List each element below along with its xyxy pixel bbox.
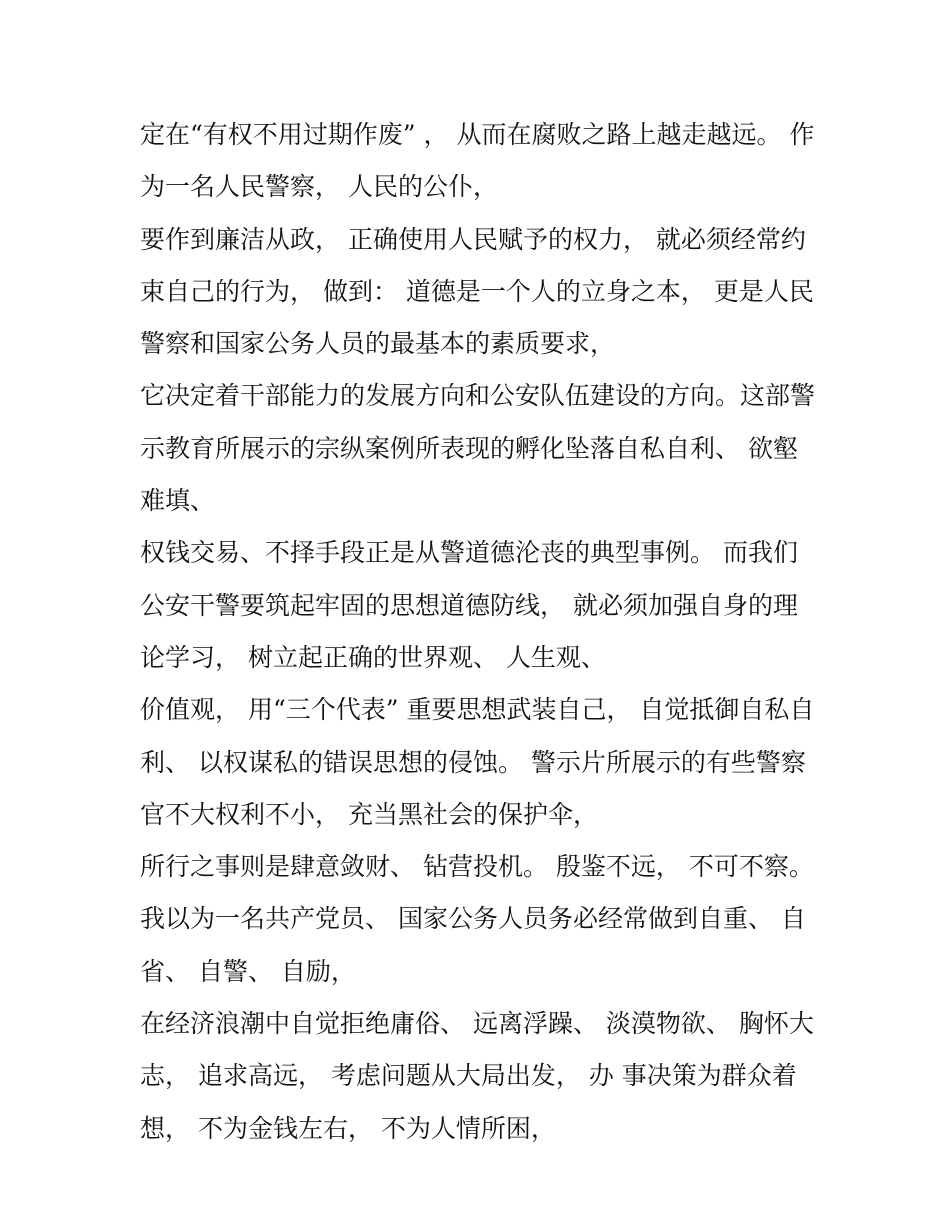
text-line: 难填、 [140,486,216,516]
text-line: 为一名人民警察， 人民的公仆， [140,172,498,202]
text-line: 论学习， 树立起正确的世界观、 人生观、 [140,642,606,672]
text-line: 价值观， 用“三个代表” 重要思想武装自己， 自觉抵御自私自 [140,695,815,725]
text-line: 束自己的行为， 做到： 道德是一个人的立身之本， 更是人民 [140,276,814,306]
text-line: 利、 以权谋私的错误思想的侵蚀。 警示片所展示的有些警察 [140,747,806,777]
text-line: 示教育所展示的宗纵案例所表现的孵化坠落自私自利、 欲壑 [140,433,798,463]
text-line: 定在“有权不用过期作废” ， 从而在腐败之路上越走越远。 作 [140,120,815,149]
text-line: 警察和国家公务人员的最基本的素质要求， [140,329,616,359]
text-line: 它决定着干部能力的发展方向和公安队伍建设的方向。这部警 [140,381,816,411]
text-line: 志， 追求高远， 考虑问题从大局出发， 办 事决策为群众着 [140,1061,797,1091]
text-line: 官不大权利不小， 充当黑社会的保护伞， [140,799,598,829]
text-line: 要作到廉洁从政， 正确使用人民赋予的权力， 就必须经常约 [140,224,806,254]
text-line: 在经济浪潮中自觉拒绝庸俗、 远离浮躁、 淡漠物欲、 胸怀大 [140,1009,814,1039]
text-line: 权钱交易、不择手段正是从警道德沦丧的典型事例。 而我们 [140,538,798,568]
text-line: 省、 自警、 自励， [140,956,356,986]
text-line: 想， 不为金钱左右， 不为人情所困， [140,1113,556,1143]
text-line: 我以为一名共产党员、 国家公务人员务必经常做到自重、 自 [140,904,806,934]
text-line: 公安干警要筑起牢固的思想道德防线， 就必须加强自身的理 [140,590,798,620]
text-line: 所行之事则是肆意敛财、 钻营投机。 殷鉴不远， 不可不察。 [140,852,814,882]
document-body [140,109,820,1155]
